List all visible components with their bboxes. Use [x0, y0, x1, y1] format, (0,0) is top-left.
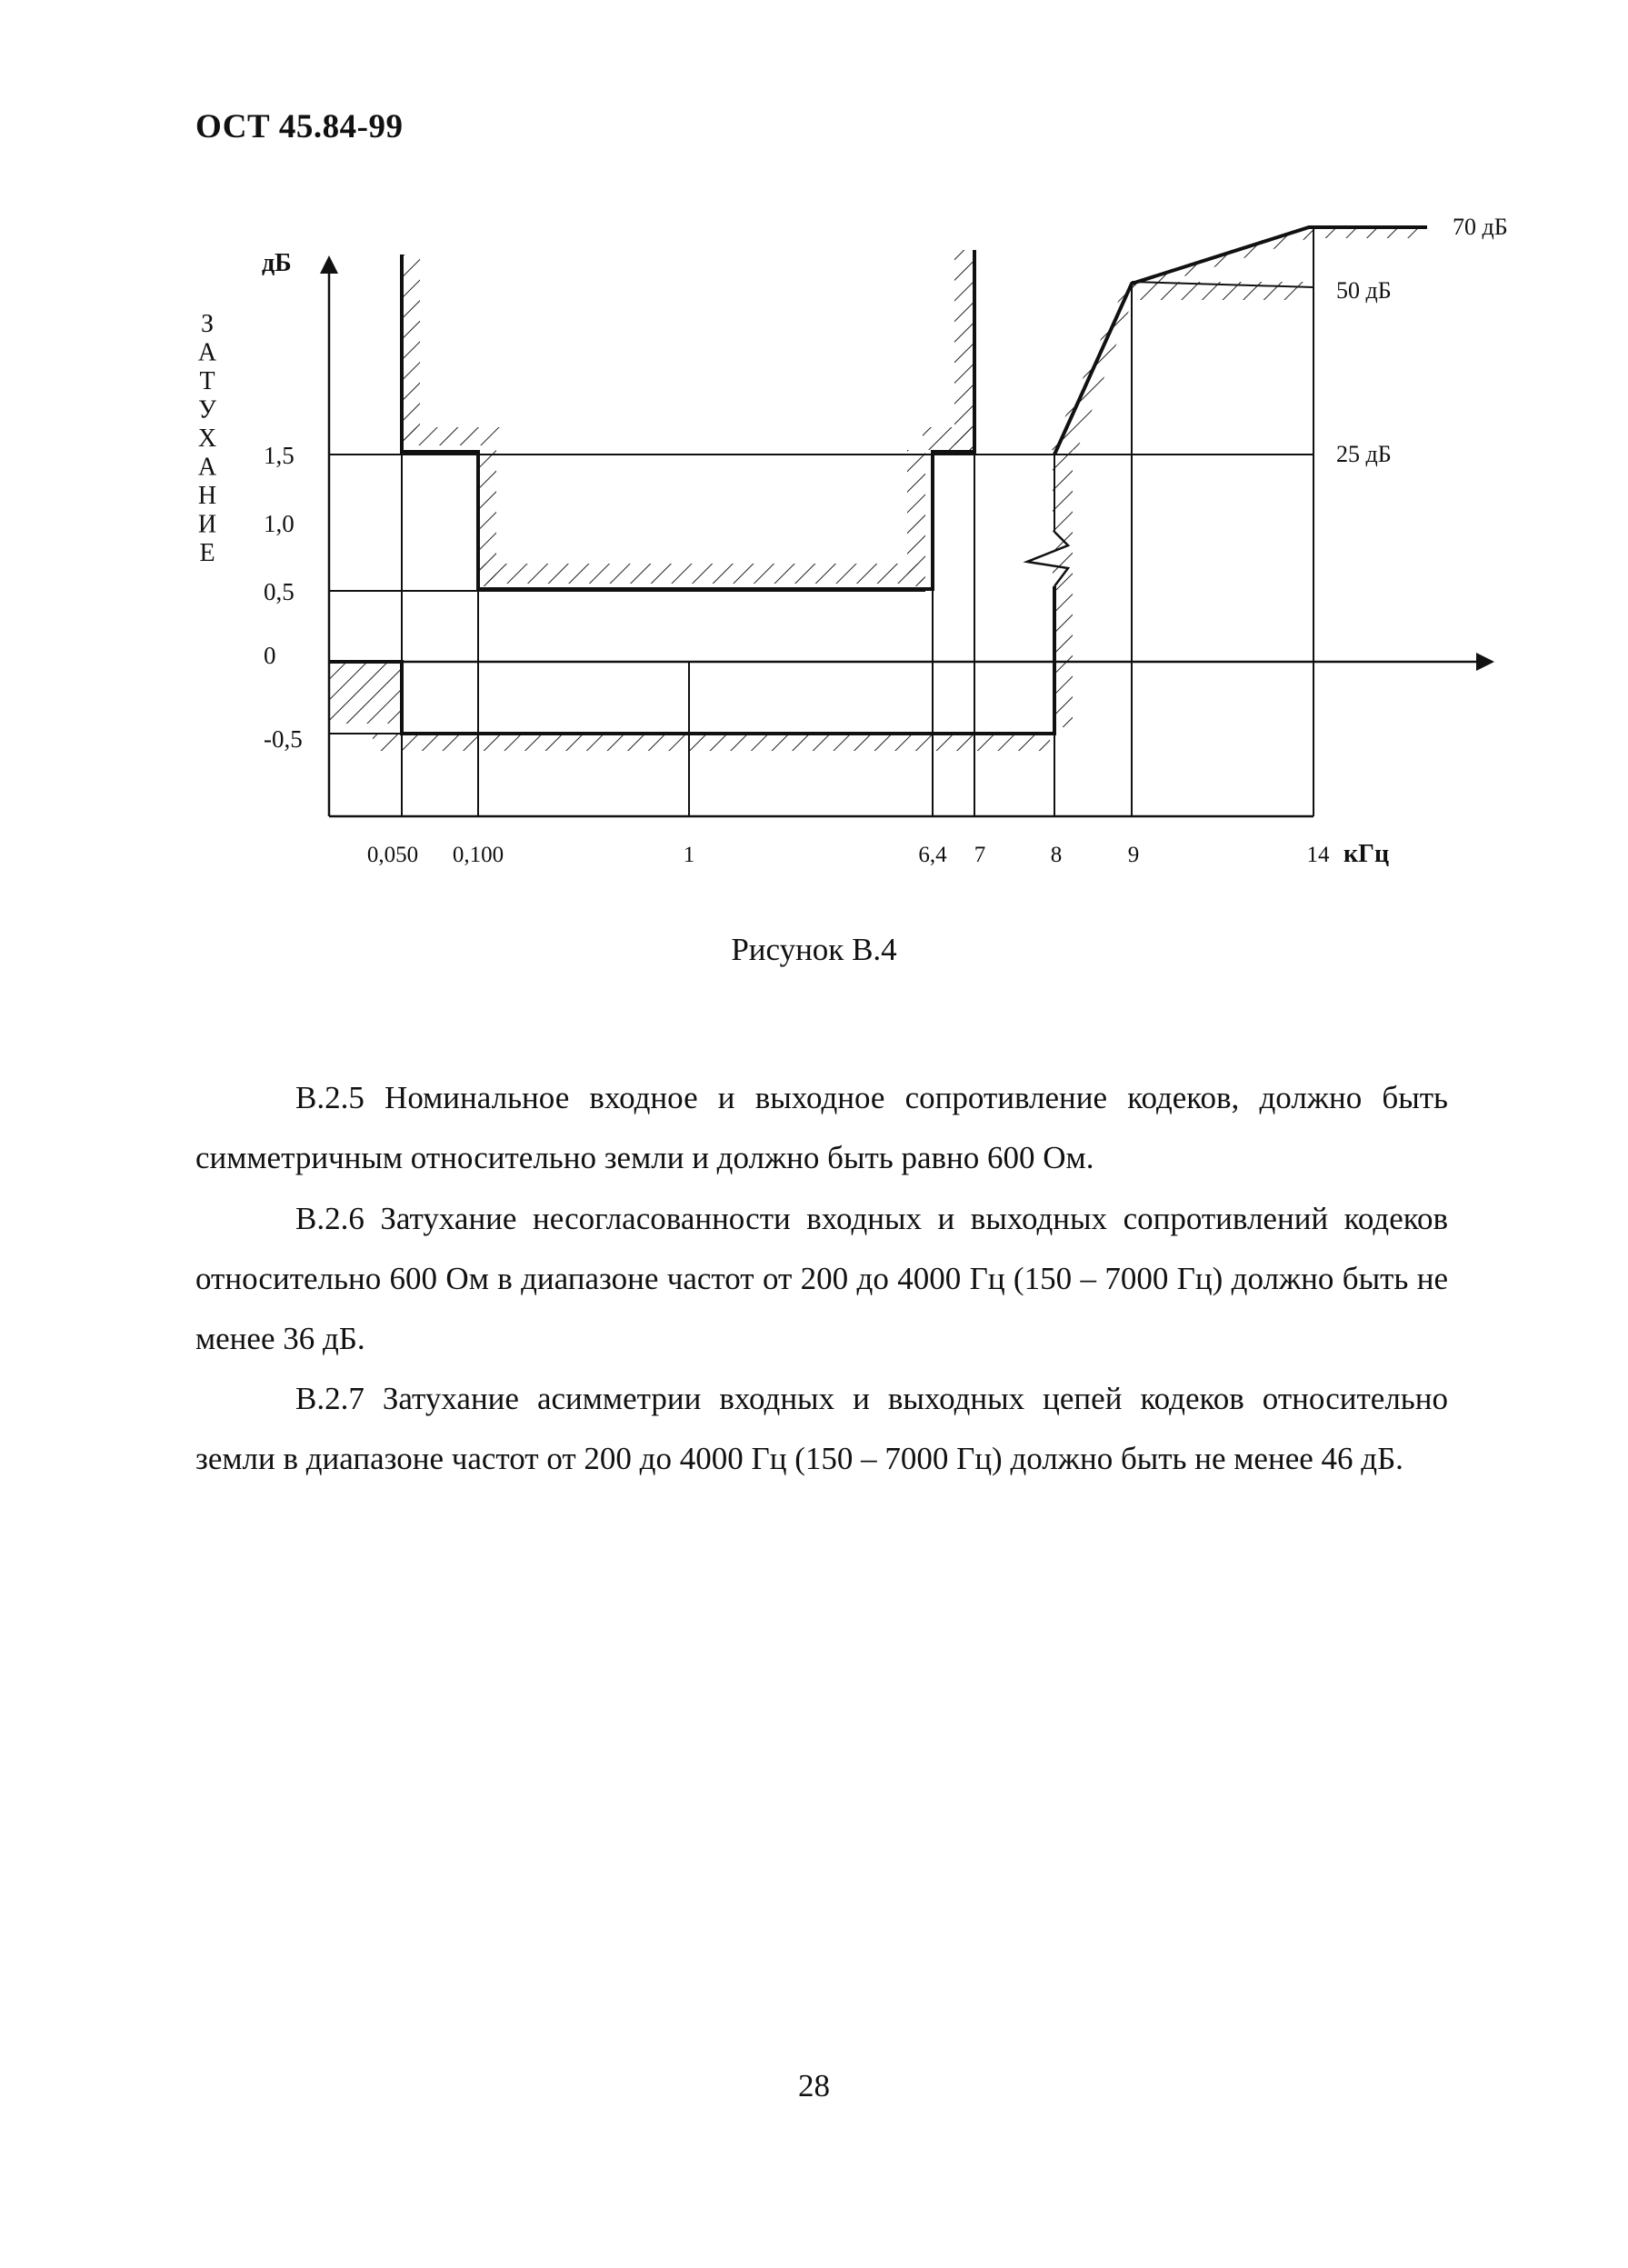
y-axis-letter: Т [199, 367, 215, 395]
y-axis-letter: Е [199, 539, 215, 567]
hatch-right-step-wall [907, 450, 925, 586]
x-tick-label: 0,050 [366, 843, 419, 867]
lower-mask [329, 586, 1054, 734]
x-unit-label: кГц [1343, 840, 1390, 868]
y-axis-letter: З [200, 310, 215, 338]
hatch-below-left [329, 662, 402, 724]
x-tick-labels [367, 843, 1330, 867]
y-axis-letter: Н [197, 482, 217, 510]
attenuation-mask-figure [0, 0, 1628, 909]
paragraph-b25-line1: В.2.5 Номинальное входное и выходное сопротивление кодеков, должно быть [295, 1080, 1448, 1115]
y-axis-letter: И [197, 510, 217, 539]
y-axis-letter: А [197, 453, 217, 482]
page-number: 28 [798, 2068, 830, 2103]
y-tick-label: 1,5 [264, 442, 295, 469]
x-tick-label: 14 [1306, 843, 1330, 867]
y-axis-word [198, 310, 217, 567]
hatched-regions [329, 225, 1427, 751]
x-tick-label: 9 [1127, 843, 1140, 867]
frequency-lines [402, 225, 1313, 816]
hatch-right-wall [954, 250, 974, 450]
right-level-label: 50 дБ [1336, 277, 1392, 304]
y-axis-letter: Х [197, 425, 217, 453]
paragraph-b27-rest: земли в диапазоне частот от 200 до 4000 Гц (150 – 7000 Гц) должно быть не менее 46 дБ. [195, 1441, 1403, 1476]
y-tick-label: 0,5 [264, 578, 295, 605]
x-tick-label: 0,100 [452, 843, 504, 867]
paragraph-b27-line1: В.2.7 Затухание асимметрии входных и выходных цепей кодеков относительно [295, 1381, 1448, 1416]
x-tick-label: 1 [683, 843, 695, 867]
y-axis-letter: У [198, 395, 216, 425]
paragraph-b26-line1: В.2.6 Затухание несогласованности входных и выходных сопротивлений кодеков [295, 1201, 1448, 1236]
x-tick-label: 7 [974, 843, 986, 867]
paragraph-b25-rest: симметричным относительно земли и должно быть равно 600 Ом. [195, 1140, 1094, 1175]
document-id: ОСТ 45.84-99 [195, 108, 404, 145]
y-unit-label: дБ [262, 249, 292, 277]
y-axis-letter: А [197, 338, 217, 367]
figure-caption: Рисунок В.4 [731, 932, 897, 967]
hatch-right-step [923, 427, 974, 450]
right-level-labels [1336, 214, 1508, 467]
hatch-inband [478, 564, 924, 584]
hatch-left-step [400, 427, 500, 445]
right-level-label: 25 дБ [1336, 441, 1392, 467]
paragraph-b25 [195, 1068, 1448, 1188]
paragraph-b26 [195, 1189, 1448, 1369]
y-tick-label: -0,5 [264, 725, 303, 753]
paragraph-b27 [195, 1369, 1448, 1489]
right-level-label: 70 дБ [1453, 214, 1508, 240]
x-tick-label: 6,4 [918, 843, 947, 867]
paragraph-b26-rest: относительно 600 Ом в диапазоне частот от 200 до 4000 Гц (150 – 7000 Гц) должно быть не менее 36 дБ. [195, 1261, 1448, 1356]
y-tick-label: 0 [264, 642, 276, 669]
y-tick-labels [264, 442, 303, 753]
y-tick-label: 1,0 [264, 510, 295, 537]
x-tick-label: 8 [1050, 843, 1063, 867]
